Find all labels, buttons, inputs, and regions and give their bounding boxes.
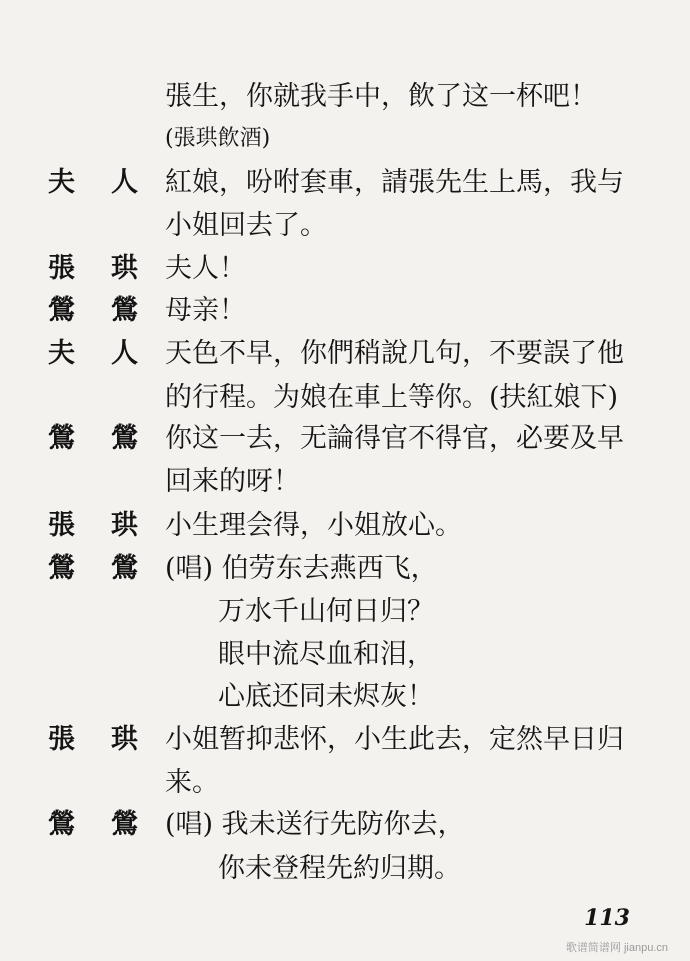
dialogue-text: 天色不早，你們稍說几句，不要誤了他 [165, 338, 624, 369]
speaker-label: 鶯 鶯 [48, 553, 138, 584]
script-line [0, 717, 690, 763]
dialogue-text: 母亲！ [165, 295, 246, 326]
song-text: 你未登程先約归期。 [218, 853, 461, 884]
song-text: (唱) 我未送行先防你去， [165, 809, 465, 840]
dialogue-text: 夫人！ [165, 253, 246, 284]
song-text: (唱) 伯劳东去燕西飞， [165, 553, 438, 584]
speaker-label: 夫 人 [48, 167, 138, 198]
script-line [0, 160, 690, 206]
script-line [0, 632, 690, 678]
speaker-label: 張 珙 [48, 724, 138, 755]
script-line [0, 203, 690, 249]
script-line [0, 416, 690, 462]
song-text: 万水千山何日归？ [218, 596, 434, 627]
speaker-label: 鶯 鶯 [48, 809, 138, 840]
script-line [0, 503, 690, 549]
script-line [0, 846, 690, 892]
dialogue-text: 張生，你就我手中，飲了这一杯吧！ [165, 81, 597, 112]
script-line [0, 331, 690, 377]
dialogue-text: 小姐暂抑悲怀，小生此去，定然早日归 [165, 724, 624, 755]
page-number: 113 [584, 905, 630, 931]
speaker-label: 夫 人 [48, 338, 138, 369]
song-text: 眼中流尽血和泪， [218, 639, 434, 670]
script-line [0, 589, 690, 635]
script-line [0, 246, 690, 292]
speaker-label: 張 珙 [48, 253, 138, 284]
speaker-label: 鶯 鶯 [48, 295, 138, 326]
dialogue-text: 的行程。为娘在車上等你。(扶紅娘下) [165, 382, 619, 413]
script-line [0, 116, 690, 162]
song-text: 心底还同未烬灰！ [218, 681, 434, 712]
watermark: 歌谱简谱网 jianpu.cn [565, 942, 668, 954]
dialogue-text: 小姐回去了。 [165, 210, 327, 241]
dialogue-text: 来。 [165, 767, 219, 798]
script-line [0, 375, 690, 421]
script-line [0, 74, 690, 120]
script-line [0, 674, 690, 720]
dialogue-text: 小生理会得，小姐放心。 [165, 510, 462, 541]
speaker-label: 張 珙 [48, 510, 138, 541]
script-line [0, 802, 690, 848]
speaker-label: 鶯 鶯 [48, 423, 138, 454]
dialogue-text: 紅娘，吩咐套車，請張先生上馬，我与 [165, 167, 624, 198]
dialogue-text: 你这一去，无論得官不得官，必要及早 [165, 423, 624, 454]
script-line [0, 459, 690, 505]
dialogue-text: 回来的呀！ [165, 466, 300, 497]
stage-direction: (張珙飲酒) [165, 126, 271, 151]
script-line [0, 546, 690, 592]
script-line [0, 760, 690, 806]
script-line [0, 288, 690, 334]
